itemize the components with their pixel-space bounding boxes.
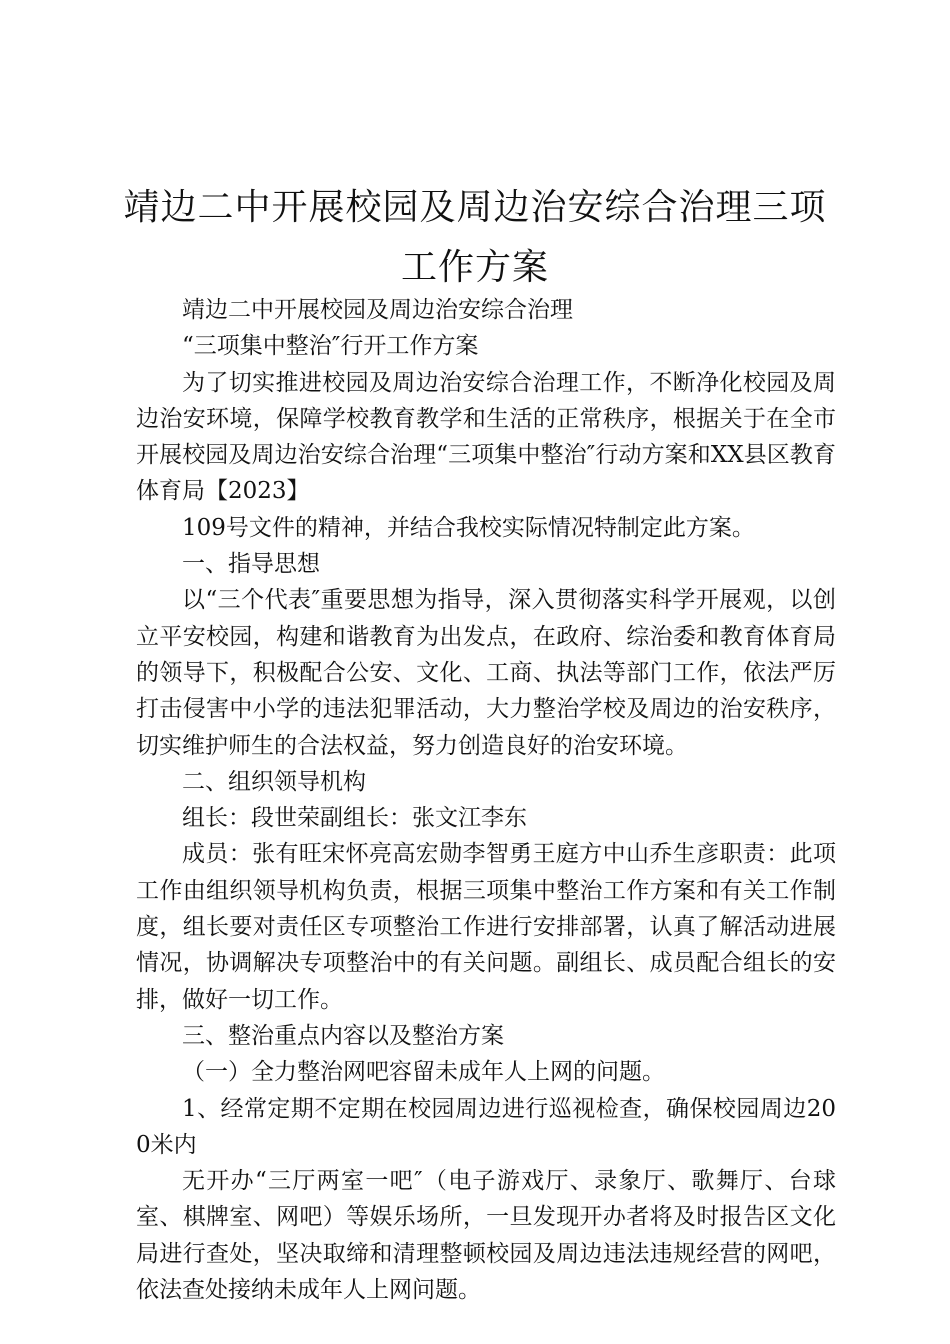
item-1-paragraph: 1、经常定期不定期在校园周边进行巡视检查，确保校园周边200米内 [136,1095,836,1158]
document-title-line-2: 工作方案 [400,247,549,288]
section-heading-organization: 二、组织领导机构 [182,768,366,795]
leader-line: 组长：段世荣副组长：张文江李东 [182,805,527,832]
section-heading-key-content: 三、整治重点内容以及整治方案 [182,1022,504,1049]
intro-continuation: 109号文件的精神，并结合我校实际情况特制定此方案。 [182,514,755,541]
document-body [136,292,836,1308]
section-heading-guiding-thought: 一、指导思想 [182,551,320,578]
item-1-continuation: 无开办“三厅两室一吧″（电子游戏厅、录象厅、歌舞厅、台球室、棋牌室、网吧）等娱乐场所，一旦发现开办者将及时报告区文化局进行查处，坚决取缔和清理整顿校园及周边违法违规经营的网吧，依法查处接纳未成年人上网问题。 [136,1168,836,1304]
members-paragraph: 成员：张有旺宋怀亮高宏勋李智勇王庭方中山乔生彦职责：此项工作由组织领导机构负责，根据三项集中整治工作方案和有关工作制度，组长要对责任区专项整治工作进行安排部署，认真了解活动进展情况，协调解决专项整治中的有关问题。副组长、成员配合组长的安排，做好一切工作。 [136,841,836,1013]
document-title-line-1: 靖边二中开展校园及周边治安综合治理三项 [123,187,827,228]
subsection-heading-internet-cafe: （一）全力整治网吧容留未成年人上网的问题。 [182,1059,665,1086]
intro-paragraph: 为了切实推进校园及周边治安综合治理工作，不断净化校园及周边治安环境，保障学校教育教学和生活的正常秩序，根据关于在全市开展校园及周边治安综合治理“三项集中整治″行动方案和XX县区教育体育局【2023】 [136,369,836,505]
subtitle-line-1: 靖边二中开展校园及周边治安综合治理 [182,297,573,323]
subtitle-line-2: “三项集中整治″行开工作方案 [182,333,479,360]
guiding-thought-paragraph: 以“三个代表″重要思想为指导，深入贯彻落实科学开展观，以创立平安校园，构建和谐教育为出发点，在政府、综治委和教育体育局的领导下，积极配合公安、文化、工商、执法等部门工作，依法严厉打击侵害中小学的违法犯罪活动，大力整治学校及周边的治安秩序，切实维护师生的合法权益，努力创造良好的治安环境。 [136,587,836,759]
